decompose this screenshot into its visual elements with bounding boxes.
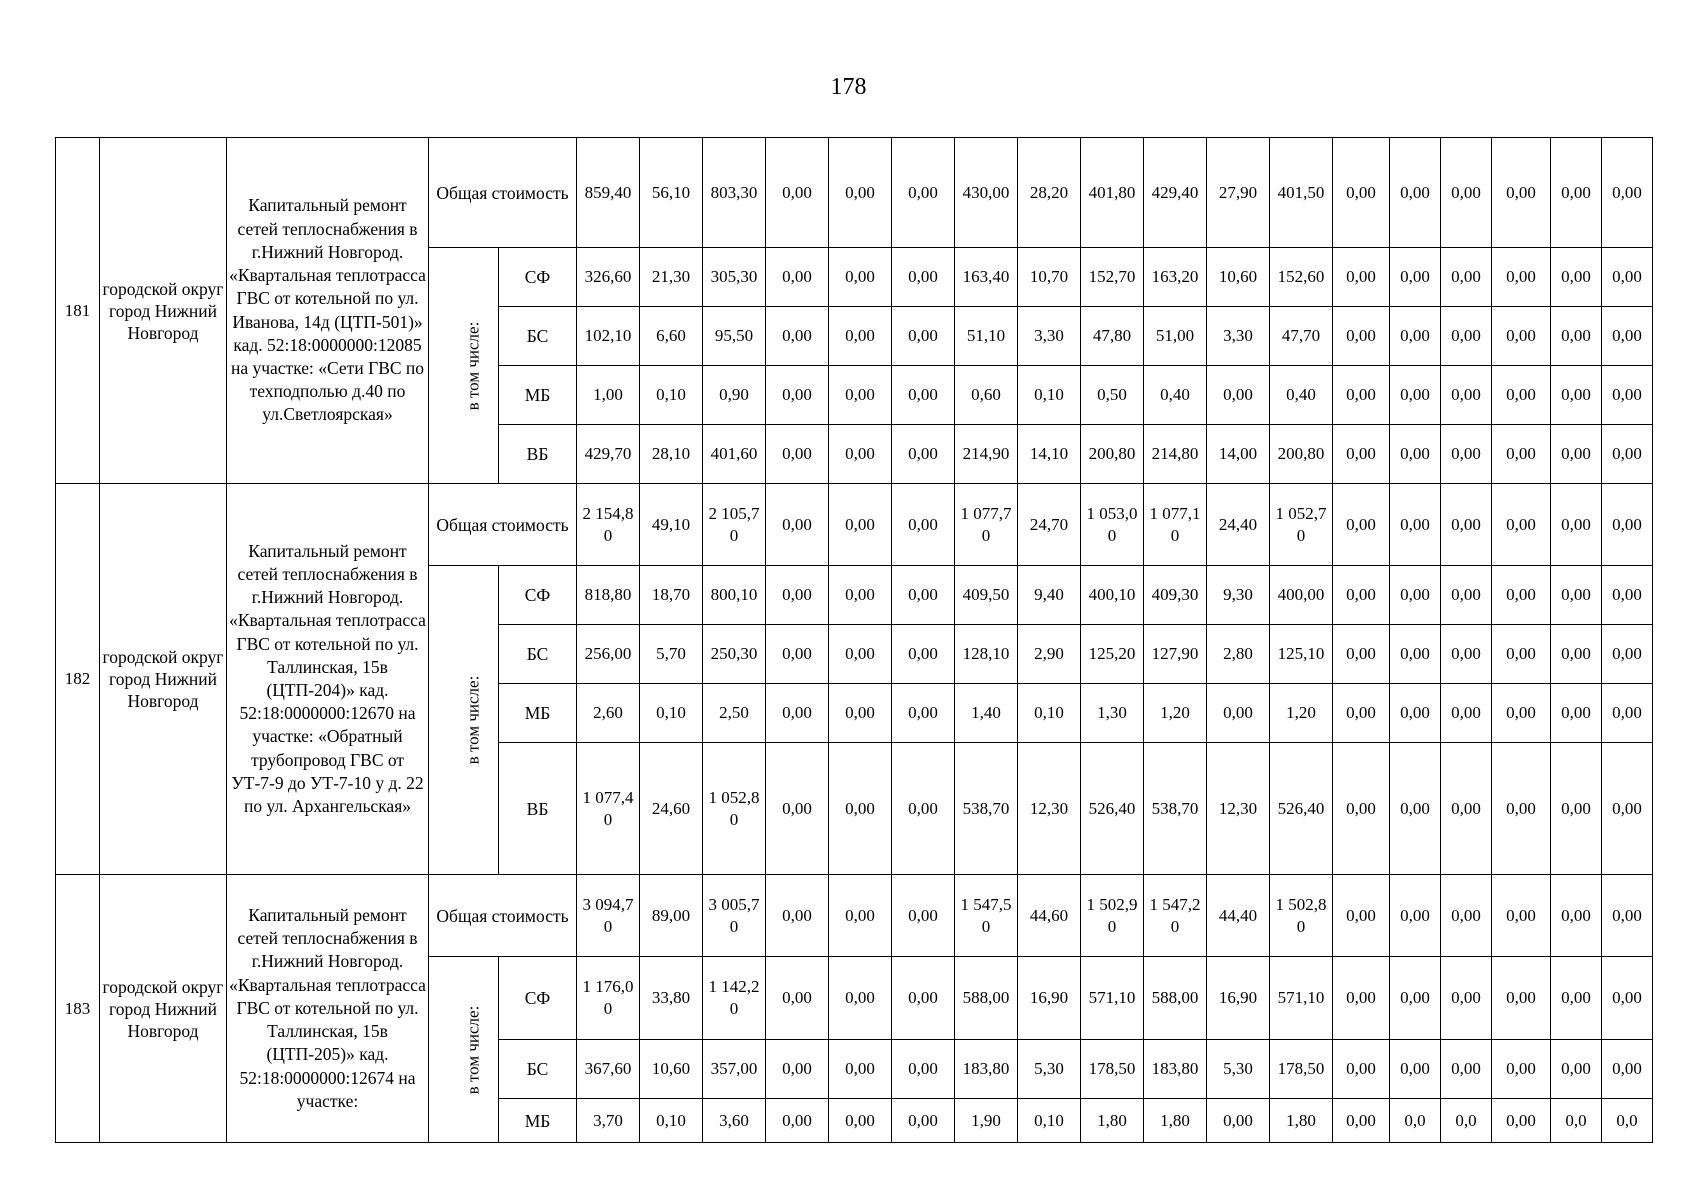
value-cell: 1 077,40 bbox=[577, 743, 640, 875]
value-cell: 305,30 bbox=[703, 248, 766, 307]
row-object-name: Капитальный ремонт сетей теплоснабжения в г.Нижний Новгород. «Квартальная теплотрасса ГВС от котельной по ул. Таллинская, 15в (ЦТП-204)» кад. 52:18:0000000:12670 на участке: «Обратный трубопровод ГВС от УТ-7-9 до УТ-7-10 у д. 22 по ул. Архангельская» bbox=[227, 484, 429, 875]
value-cell: 0,00 bbox=[1551, 248, 1602, 307]
value-cell: 0,00 bbox=[1333, 625, 1390, 684]
value-cell: 1 142,20 bbox=[703, 957, 766, 1040]
row-object-name: Капитальный ремонт сетей теплоснабжения в г.Нижний Новгород. «Квартальная теплотрасса ГВС от котельной по ул. Иванова, 14д (ЦТП-501)» кад. 52:18:0000000:12085 на участке: «Сети ГВС по техподполью д.40 по ул.Светлоярская» bbox=[227, 138, 429, 484]
source-code: БС bbox=[499, 307, 577, 366]
value-cell: 12,30 bbox=[1018, 743, 1081, 875]
value-cell: 0,00 bbox=[892, 957, 955, 1040]
value-cell: 0,00 bbox=[766, 425, 829, 484]
value-cell: 0,00 bbox=[1492, 248, 1551, 307]
value-cell: 0,00 bbox=[1492, 957, 1551, 1040]
value-cell: 0,00 bbox=[1602, 366, 1653, 425]
value-cell: 0,00 bbox=[1333, 248, 1390, 307]
value-cell: 56,10 bbox=[640, 138, 703, 248]
value-cell: 0,00 bbox=[766, 875, 829, 957]
value-cell: 51,10 bbox=[955, 307, 1018, 366]
row-number: 181 bbox=[56, 138, 100, 484]
value-cell: 0,90 bbox=[703, 366, 766, 425]
value-cell: 2 154,80 bbox=[577, 484, 640, 566]
value-cell: 0,00 bbox=[829, 625, 892, 684]
value-cell: 0,10 bbox=[1018, 684, 1081, 743]
source-code: МБ bbox=[499, 1099, 577, 1143]
value-cell: 0,00 bbox=[1333, 484, 1390, 566]
including-label-cell bbox=[429, 957, 499, 1143]
value-cell: 0,00 bbox=[829, 248, 892, 307]
value-cell: 0,00 bbox=[1333, 138, 1390, 248]
value-cell: 0,00 bbox=[1441, 957, 1492, 1040]
source-code: БС bbox=[499, 1040, 577, 1099]
value-cell: 125,10 bbox=[1270, 625, 1333, 684]
value-cell: 0,00 bbox=[1492, 138, 1551, 248]
value-cell: 1 547,50 bbox=[955, 875, 1018, 957]
value-cell: 0,00 bbox=[892, 138, 955, 248]
value-cell: 0,00 bbox=[829, 875, 892, 957]
value-cell: 0,00 bbox=[892, 425, 955, 484]
value-cell: 178,50 bbox=[1270, 1040, 1333, 1099]
value-cell: 0,00 bbox=[1390, 625, 1441, 684]
value-cell: 401,60 bbox=[703, 425, 766, 484]
value-cell: 0,00 bbox=[892, 1099, 955, 1143]
value-cell: 95,50 bbox=[703, 307, 766, 366]
value-cell: 0,00 bbox=[766, 684, 829, 743]
value-cell: 0,00 bbox=[1390, 248, 1441, 307]
value-cell: 0,0 bbox=[1441, 1099, 1492, 1143]
value-cell: 0,40 bbox=[1270, 366, 1333, 425]
value-cell: 0,00 bbox=[1492, 484, 1551, 566]
value-cell: 0,00 bbox=[1333, 566, 1390, 625]
value-cell: 0,10 bbox=[640, 684, 703, 743]
value-cell: 0,00 bbox=[1333, 1099, 1390, 1143]
value-cell: 430,00 bbox=[955, 138, 1018, 248]
value-cell: 0,00 bbox=[1441, 425, 1492, 484]
source-code: МБ bbox=[499, 366, 577, 425]
value-cell: 409,30 bbox=[1144, 566, 1207, 625]
value-cell: 401,50 bbox=[1270, 138, 1333, 248]
total-cost-label: Общая стоимость bbox=[429, 875, 577, 957]
value-cell: 0,50 bbox=[1081, 366, 1144, 425]
value-cell: 0,00 bbox=[1551, 566, 1602, 625]
value-cell: 163,20 bbox=[1144, 248, 1207, 307]
value-cell: 0,00 bbox=[1492, 875, 1551, 957]
value-cell: 538,70 bbox=[955, 743, 1018, 875]
value-cell: 1 077,70 bbox=[955, 484, 1018, 566]
value-cell: 0,00 bbox=[1602, 307, 1653, 366]
value-cell: 0,00 bbox=[1333, 743, 1390, 875]
value-cell: 401,80 bbox=[1081, 138, 1144, 248]
source-code: СФ bbox=[499, 957, 577, 1040]
value-cell: 0,00 bbox=[766, 566, 829, 625]
value-cell: 0,00 bbox=[829, 684, 892, 743]
value-cell: 0,00 bbox=[1390, 566, 1441, 625]
value-cell: 0,00 bbox=[1551, 1040, 1602, 1099]
value-cell: 0,10 bbox=[640, 366, 703, 425]
source-code: БС bbox=[499, 625, 577, 684]
value-cell: 859,40 bbox=[577, 138, 640, 248]
value-cell: 3 094,70 bbox=[577, 875, 640, 957]
value-cell: 89,00 bbox=[640, 875, 703, 957]
value-cell: 0,00 bbox=[1390, 684, 1441, 743]
value-cell: 0,00 bbox=[1441, 248, 1492, 307]
funding-table bbox=[55, 137, 1653, 1143]
value-cell: 0,00 bbox=[1390, 743, 1441, 875]
value-cell: 2 105,70 bbox=[703, 484, 766, 566]
value-cell: 0,00 bbox=[1602, 484, 1653, 566]
value-cell: 0,00 bbox=[829, 425, 892, 484]
value-cell: 0,00 bbox=[766, 138, 829, 248]
value-cell: 6,60 bbox=[640, 307, 703, 366]
value-cell: 0,00 bbox=[1441, 566, 1492, 625]
value-cell: 0,00 bbox=[1551, 743, 1602, 875]
value-cell: 803,30 bbox=[703, 138, 766, 248]
value-cell: 250,30 bbox=[703, 625, 766, 684]
value-cell: 200,80 bbox=[1270, 425, 1333, 484]
value-cell: 256,00 bbox=[577, 625, 640, 684]
value-cell: 5,70 bbox=[640, 625, 703, 684]
value-cell: 1 052,70 bbox=[1270, 484, 1333, 566]
value-cell: 0,00 bbox=[829, 307, 892, 366]
value-cell: 28,10 bbox=[640, 425, 703, 484]
value-cell: 0,00 bbox=[829, 743, 892, 875]
value-cell: 0,00 bbox=[1492, 625, 1551, 684]
row-municipality: городской округ город Нижний Новгород bbox=[100, 138, 227, 484]
value-cell: 0,00 bbox=[829, 566, 892, 625]
row-object-name: Капитальный ремонт сетей теплоснабжения в г.Нижний Новгород. «Квартальная теплотрасса ГВС от котельной по ул. Таллинская, 15в (ЦТП-205)» кад. 52:18:0000000:12674 на участке: bbox=[227, 875, 429, 1143]
value-cell: 1 502,80 bbox=[1270, 875, 1333, 957]
value-cell: 0,00 bbox=[1492, 566, 1551, 625]
value-cell: 3,30 bbox=[1207, 307, 1270, 366]
value-cell: 5,30 bbox=[1018, 1040, 1081, 1099]
value-cell: 538,70 bbox=[1144, 743, 1207, 875]
value-cell: 127,90 bbox=[1144, 625, 1207, 684]
value-cell: 128,10 bbox=[955, 625, 1018, 684]
value-cell: 0,00 bbox=[892, 625, 955, 684]
value-cell: 16,90 bbox=[1018, 957, 1081, 1040]
total-cost-label: Общая стоимость bbox=[429, 138, 577, 248]
value-cell: 183,80 bbox=[1144, 1040, 1207, 1099]
value-cell: 214,90 bbox=[955, 425, 1018, 484]
value-cell: 0,00 bbox=[1390, 307, 1441, 366]
value-cell: 526,40 bbox=[1081, 743, 1144, 875]
value-cell: 818,80 bbox=[577, 566, 640, 625]
value-cell: 0,00 bbox=[1551, 307, 1602, 366]
value-cell: 44,60 bbox=[1018, 875, 1081, 957]
value-cell: 0,00 bbox=[829, 957, 892, 1040]
value-cell: 0,00 bbox=[1492, 743, 1551, 875]
value-cell: 9,30 bbox=[1207, 566, 1270, 625]
value-cell: 10,60 bbox=[640, 1040, 703, 1099]
value-cell: 28,20 bbox=[1018, 138, 1081, 248]
page-number: 178 bbox=[830, 74, 867, 100]
source-code: СФ bbox=[499, 566, 577, 625]
value-cell: 0,00 bbox=[1602, 957, 1653, 1040]
value-cell: 367,60 bbox=[577, 1040, 640, 1099]
value-cell: 571,10 bbox=[1270, 957, 1333, 1040]
value-cell: 0,00 bbox=[1602, 625, 1653, 684]
value-cell: 14,00 bbox=[1207, 425, 1270, 484]
value-cell: 214,80 bbox=[1144, 425, 1207, 484]
value-cell: 152,60 bbox=[1270, 248, 1333, 307]
value-cell: 326,60 bbox=[577, 248, 640, 307]
value-cell: 0,00 bbox=[1441, 875, 1492, 957]
value-cell: 0,00 bbox=[892, 875, 955, 957]
source-code: ВБ bbox=[499, 743, 577, 875]
value-cell: 0,00 bbox=[1441, 1040, 1492, 1099]
value-cell: 44,40 bbox=[1207, 875, 1270, 957]
value-cell: 0,00 bbox=[766, 484, 829, 566]
value-cell: 16,90 bbox=[1207, 957, 1270, 1040]
value-cell: 2,80 bbox=[1207, 625, 1270, 684]
value-cell: 0,00 bbox=[1390, 1040, 1441, 1099]
value-cell: 0,00 bbox=[766, 307, 829, 366]
value-cell: 2,90 bbox=[1018, 625, 1081, 684]
value-cell: 0,00 bbox=[1492, 684, 1551, 743]
value-cell: 0,00 bbox=[1333, 366, 1390, 425]
value-cell: 0,00 bbox=[1492, 1040, 1551, 1099]
value-cell: 0,00 bbox=[892, 743, 955, 875]
including-label-cell bbox=[429, 566, 499, 875]
table-row bbox=[56, 138, 1653, 248]
value-cell: 1 052,80 bbox=[703, 743, 766, 875]
value-cell: 0,00 bbox=[1441, 625, 1492, 684]
value-cell: 163,40 bbox=[955, 248, 1018, 307]
row-municipality: городской округ город Нижний Новгород bbox=[100, 484, 227, 875]
value-cell: 1 502,90 bbox=[1081, 875, 1144, 957]
value-cell: 33,80 bbox=[640, 957, 703, 1040]
value-cell: 0,00 bbox=[829, 1099, 892, 1143]
value-cell: 0,60 bbox=[955, 366, 1018, 425]
value-cell: 9,40 bbox=[1018, 566, 1081, 625]
value-cell: 0,00 bbox=[892, 248, 955, 307]
value-cell: 183,80 bbox=[955, 1040, 1018, 1099]
value-cell: 0,00 bbox=[1492, 307, 1551, 366]
value-cell: 125,20 bbox=[1081, 625, 1144, 684]
value-cell: 0,00 bbox=[892, 566, 955, 625]
value-cell: 409,50 bbox=[955, 566, 1018, 625]
value-cell: 0,00 bbox=[1207, 1099, 1270, 1143]
value-cell: 0,00 bbox=[766, 1040, 829, 1099]
including-label-cell bbox=[429, 248, 499, 484]
value-cell: 0,00 bbox=[1333, 1040, 1390, 1099]
value-cell: 1 053,00 bbox=[1081, 484, 1144, 566]
value-cell: 0,00 bbox=[1551, 138, 1602, 248]
value-cell: 0,40 bbox=[1144, 366, 1207, 425]
value-cell: 49,10 bbox=[640, 484, 703, 566]
value-cell: 0,00 bbox=[1390, 484, 1441, 566]
value-cell: 0,00 bbox=[1551, 484, 1602, 566]
value-cell: 800,10 bbox=[703, 566, 766, 625]
value-cell: 0,00 bbox=[829, 138, 892, 248]
value-cell: 0,00 bbox=[892, 307, 955, 366]
value-cell: 10,60 bbox=[1207, 248, 1270, 307]
value-cell: 0,10 bbox=[1018, 1099, 1081, 1143]
including-label: в том числе: bbox=[463, 1005, 483, 1094]
value-cell: 1,30 bbox=[1081, 684, 1144, 743]
value-cell: 0,00 bbox=[1602, 248, 1653, 307]
value-cell: 102,10 bbox=[577, 307, 640, 366]
value-cell: 1,40 bbox=[955, 684, 1018, 743]
value-cell: 0,00 bbox=[766, 248, 829, 307]
value-cell: 18,70 bbox=[640, 566, 703, 625]
value-cell: 0,00 bbox=[766, 625, 829, 684]
value-cell: 0,00 bbox=[829, 366, 892, 425]
value-cell: 0,00 bbox=[1602, 138, 1653, 248]
value-cell: 0,00 bbox=[1602, 1040, 1653, 1099]
value-cell: 5,30 bbox=[1207, 1040, 1270, 1099]
value-cell: 0,10 bbox=[640, 1099, 703, 1143]
value-cell: 571,10 bbox=[1081, 957, 1144, 1040]
value-cell: 0,00 bbox=[1441, 366, 1492, 425]
value-cell: 0,00 bbox=[1207, 684, 1270, 743]
value-cell: 12,30 bbox=[1207, 743, 1270, 875]
value-cell: 0,00 bbox=[892, 1040, 955, 1099]
value-cell: 1 176,00 bbox=[577, 957, 640, 1040]
value-cell: 0,00 bbox=[1441, 484, 1492, 566]
value-cell: 0,00 bbox=[829, 1040, 892, 1099]
value-cell: 0,00 bbox=[766, 957, 829, 1040]
value-cell: 1,80 bbox=[1144, 1099, 1207, 1143]
value-cell: 1,00 bbox=[577, 366, 640, 425]
value-cell: 3,70 bbox=[577, 1099, 640, 1143]
value-cell: 0,00 bbox=[1390, 875, 1441, 957]
value-cell: 3,30 bbox=[1018, 307, 1081, 366]
value-cell: 0,10 bbox=[1018, 366, 1081, 425]
value-cell: 0,00 bbox=[1492, 366, 1551, 425]
value-cell: 0,00 bbox=[1333, 684, 1390, 743]
value-cell: 1,20 bbox=[1144, 684, 1207, 743]
value-cell: 10,70 bbox=[1018, 248, 1081, 307]
value-cell: 51,00 bbox=[1144, 307, 1207, 366]
source-code: СФ bbox=[499, 248, 577, 307]
value-cell: 21,30 bbox=[640, 248, 703, 307]
value-cell: 0,00 bbox=[1207, 366, 1270, 425]
value-cell: 0,00 bbox=[1441, 743, 1492, 875]
value-cell: 0,00 bbox=[892, 484, 955, 566]
value-cell: 0,00 bbox=[766, 743, 829, 875]
value-cell: 0,00 bbox=[1333, 875, 1390, 957]
row-number: 182 bbox=[56, 484, 100, 875]
value-cell: 0,0 bbox=[1390, 1099, 1441, 1143]
value-cell: 0,00 bbox=[1551, 366, 1602, 425]
table-row bbox=[56, 875, 1653, 957]
value-cell: 0,00 bbox=[1602, 743, 1653, 875]
value-cell: 1,80 bbox=[1081, 1099, 1144, 1143]
value-cell: 2,50 bbox=[703, 684, 766, 743]
value-cell: 0,00 bbox=[1602, 425, 1653, 484]
value-cell: 429,40 bbox=[1144, 138, 1207, 248]
value-cell: 24,70 bbox=[1018, 484, 1081, 566]
value-cell: 588,00 bbox=[1144, 957, 1207, 1040]
value-cell: 0,00 bbox=[1333, 425, 1390, 484]
value-cell: 0,0 bbox=[1551, 1099, 1602, 1143]
value-cell: 526,40 bbox=[1270, 743, 1333, 875]
source-code: ВБ bbox=[499, 425, 577, 484]
value-cell: 0,00 bbox=[892, 366, 955, 425]
value-cell: 3 005,70 bbox=[703, 875, 766, 957]
value-cell: 24,60 bbox=[640, 743, 703, 875]
value-cell: 0,00 bbox=[1390, 957, 1441, 1040]
value-cell: 0,00 bbox=[1441, 684, 1492, 743]
value-cell: 0,00 bbox=[892, 684, 955, 743]
total-cost-label: Общая стоимость bbox=[429, 484, 577, 566]
value-cell: 0,00 bbox=[1492, 425, 1551, 484]
value-cell: 14,10 bbox=[1018, 425, 1081, 484]
value-cell: 400,00 bbox=[1270, 566, 1333, 625]
value-cell: 152,70 bbox=[1081, 248, 1144, 307]
value-cell: 3,60 bbox=[703, 1099, 766, 1143]
including-label: в том числе: bbox=[463, 675, 483, 765]
value-cell: 47,80 bbox=[1081, 307, 1144, 366]
row-municipality: городской округ город Нижний Новгород bbox=[100, 875, 227, 1143]
value-cell: 0,00 bbox=[766, 366, 829, 425]
value-cell: 27,90 bbox=[1207, 138, 1270, 248]
value-cell: 24,40 bbox=[1207, 484, 1270, 566]
value-cell: 0,00 bbox=[1602, 684, 1653, 743]
value-cell: 357,00 bbox=[703, 1040, 766, 1099]
value-cell: 0,00 bbox=[1390, 366, 1441, 425]
value-cell: 0,00 bbox=[1333, 307, 1390, 366]
value-cell: 0,00 bbox=[1390, 425, 1441, 484]
value-cell: 588,00 bbox=[955, 957, 1018, 1040]
value-cell: 0,00 bbox=[1551, 625, 1602, 684]
value-cell: 400,10 bbox=[1081, 566, 1144, 625]
value-cell: 1,20 bbox=[1270, 684, 1333, 743]
value-cell: 0,00 bbox=[766, 1099, 829, 1143]
row-number: 183 bbox=[56, 875, 100, 1143]
value-cell: 0,00 bbox=[829, 484, 892, 566]
value-cell: 0,00 bbox=[1551, 957, 1602, 1040]
value-cell: 0,00 bbox=[1441, 307, 1492, 366]
value-cell: 0,00 bbox=[1492, 1099, 1551, 1143]
value-cell: 1 547,20 bbox=[1144, 875, 1207, 957]
including-label: в том числе: bbox=[463, 321, 483, 410]
value-cell: 0,0 bbox=[1602, 1099, 1653, 1143]
value-cell: 0,00 bbox=[1602, 875, 1653, 957]
value-cell: 1,80 bbox=[1270, 1099, 1333, 1143]
value-cell: 2,60 bbox=[577, 684, 640, 743]
value-cell: 0,00 bbox=[1441, 138, 1492, 248]
value-cell: 1 077,10 bbox=[1144, 484, 1207, 566]
value-cell: 1,90 bbox=[955, 1099, 1018, 1143]
value-cell: 47,70 bbox=[1270, 307, 1333, 366]
value-cell: 0,00 bbox=[1551, 875, 1602, 957]
value-cell: 0,00 bbox=[1551, 684, 1602, 743]
value-cell: 0,00 bbox=[1333, 957, 1390, 1040]
table-row bbox=[56, 484, 1653, 566]
value-cell: 178,50 bbox=[1081, 1040, 1144, 1099]
value-cell: 429,70 bbox=[577, 425, 640, 484]
value-cell: 200,80 bbox=[1081, 425, 1144, 484]
value-cell: 0,00 bbox=[1390, 138, 1441, 248]
source-code: МБ bbox=[499, 684, 577, 743]
value-cell: 0,00 bbox=[1602, 566, 1653, 625]
value-cell: 0,00 bbox=[1551, 425, 1602, 484]
